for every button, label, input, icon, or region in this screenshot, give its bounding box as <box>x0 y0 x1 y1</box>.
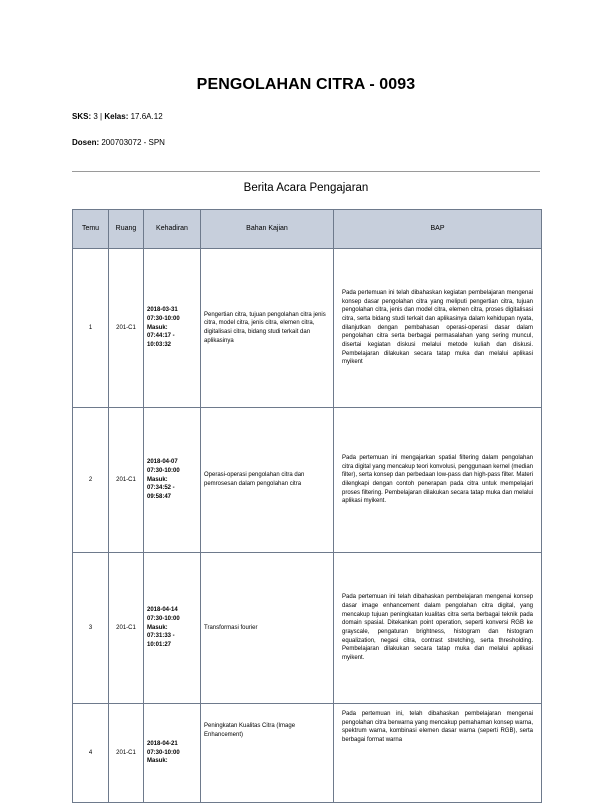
cell-bap: Pada pertemuan ini, telah dibahaskan pembelajaran mengenai pengolahan citra berwarna yang mencakup pemahaman konsep warna, spektrum warna, kombinasi elemen dasar warna (seperti RGB), serta berbagai format warna <box>334 704 542 803</box>
kelas-label: Kelas: <box>104 112 129 121</box>
kehadiran-masuk: 07:44:17 - 10:03:32 <box>147 333 175 349</box>
table-row <box>73 704 542 803</box>
cell-temu: 3 <box>73 553 109 704</box>
cell-bap: Pada pertemuan ini mengajarkan spatial filtering dalam pengolahan citra digital yang mencakup teori konvolusi, penggunaan kernel (median filter), serta konsep dan perbedaan low-pass dan high-pass filter. Materi dilengkapi dengan contoh penerapan pada citra untuk mempelajari proses filtering. Pembelajaran dilakukan secara tatap muka dan melalui aplikasi myikent. <box>334 408 542 553</box>
cell-bahan-kajian: Peningkatan Kualitas Citra (Image Enhancement) <box>201 704 334 803</box>
cell-kehadiran <box>144 553 201 704</box>
section-title: Berita Acara Pengajaran <box>243 182 369 194</box>
header-bahan-kajian: Bahan Kajian <box>201 210 334 249</box>
cell-temu: 1 <box>73 249 109 408</box>
sks-value: 3 <box>93 112 98 121</box>
cell-kehadiran <box>144 704 201 803</box>
course-title: PENGOLAHAN CITRA - 0093 <box>196 76 416 93</box>
kehadiran-date: 2018-04-21 <box>147 740 178 747</box>
kehadiran-masuk-label: Masuk: <box>147 758 168 765</box>
kehadiran-masuk: 07:34:52 - 09:58:47 <box>147 485 175 501</box>
table-row <box>73 249 542 408</box>
kelas-value: 17.6A.12 <box>130 112 163 121</box>
cell-kehadiran <box>144 249 201 408</box>
cell-bahan-kajian: Pengertian citra, tujuan pengolahan citra jenis citra, model citra, jenis citra, elemen citra, digitalisasi citra, bidang studi terkait dan aplikasinya <box>201 249 334 408</box>
kehadiran-jam: 07:30-10:00 <box>147 315 180 322</box>
kehadiran-date: 2018-04-14 <box>147 607 178 614</box>
table-row <box>73 408 542 553</box>
table-header-row <box>73 210 542 249</box>
dosen-label: Dosen: <box>72 138 100 147</box>
cell-bahan-kajian: Operasi-operasi pengolahan citra dan pemrosesan dalam pengolahan citra <box>201 408 334 553</box>
header-bap: BAP <box>334 210 542 249</box>
kehadiran-date: 2018-04-07 <box>147 459 178 466</box>
meta-separator: | <box>100 112 103 121</box>
lecturer-line <box>72 138 165 147</box>
kehadiran-masuk: 07:31:33 - 10:01:27 <box>147 633 175 649</box>
kehadiran-jam: 07:30-10:00 <box>147 615 180 622</box>
cell-ruang: 201-C1 <box>109 704 144 803</box>
cell-temu: 2 <box>73 408 109 553</box>
cell-kehadiran <box>144 408 201 553</box>
header-kehadiran: Kehadiran <box>144 210 201 249</box>
cell-ruang: 201-C1 <box>109 249 144 408</box>
kehadiran-masuk-label: Masuk: <box>147 324 168 331</box>
table-row <box>73 553 542 704</box>
cell-bap: Pada pertemuan ini telah dibahaskan pembelajaran mengenai konsep dasar image enhancement dalam pengolahan citra digital, yang mencakup tujuan peningkatan kualitas citra serta berbagai teknik pada domain spasial. Ditekankan point operation, seperti konversi RGB ke grayscale, pengaturan brightness, histogram dan histogram equalization, negasi citra, contrast stretching, serta thresholding. Pembelajaran dilakukan secara tatap muka dan melalui aplikasi myikent. <box>334 553 542 704</box>
kehadiran-date: 2018-03-31 <box>147 307 178 314</box>
header-ruang: Ruang <box>109 210 144 249</box>
bap-table <box>72 209 542 803</box>
cell-ruang: 201-C1 <box>109 553 144 704</box>
sks-label: SKS: <box>72 112 92 121</box>
cell-temu: 4 <box>73 704 109 803</box>
divider <box>72 171 540 172</box>
cell-bap: Pada pertemuan ini telah dibahaskan kegiatan pembelajaran mengenai konsep dasar pengolahan citra yang meliputi pengertian citra, tujuan pengolahan citra, jenis dan model citra, elemen citra, proses digitalisasi citra, serta bidang studi terkait dan aplikasinya dalam kehidupan nyata, dilanjutkan dengan pembahasan operasi-operasi dasar dalam pengolahan citra serta berbagai permasalahan yang sering muncul, disertai kegiatan diskusi melalui metode kuliah dan diskusi. Pembelajaran dilakukan secara tatap muka dan melalui aplikasi myikent <box>334 249 542 408</box>
kehadiran-masuk-label: Masuk: <box>147 476 168 483</box>
cell-bahan-kajian: Transformasi fourier <box>201 553 334 704</box>
dosen-value: 200703072 - SPN <box>101 138 165 147</box>
kehadiran-masuk-label: Masuk: <box>147 624 168 631</box>
cell-ruang: 201-C1 <box>109 408 144 553</box>
course-meta-line <box>72 112 163 121</box>
kehadiran-jam: 07:30-10:00 <box>147 467 180 474</box>
header-temu: Temu <box>73 210 109 249</box>
kehadiran-jam: 07:30-10:00 <box>147 749 180 756</box>
